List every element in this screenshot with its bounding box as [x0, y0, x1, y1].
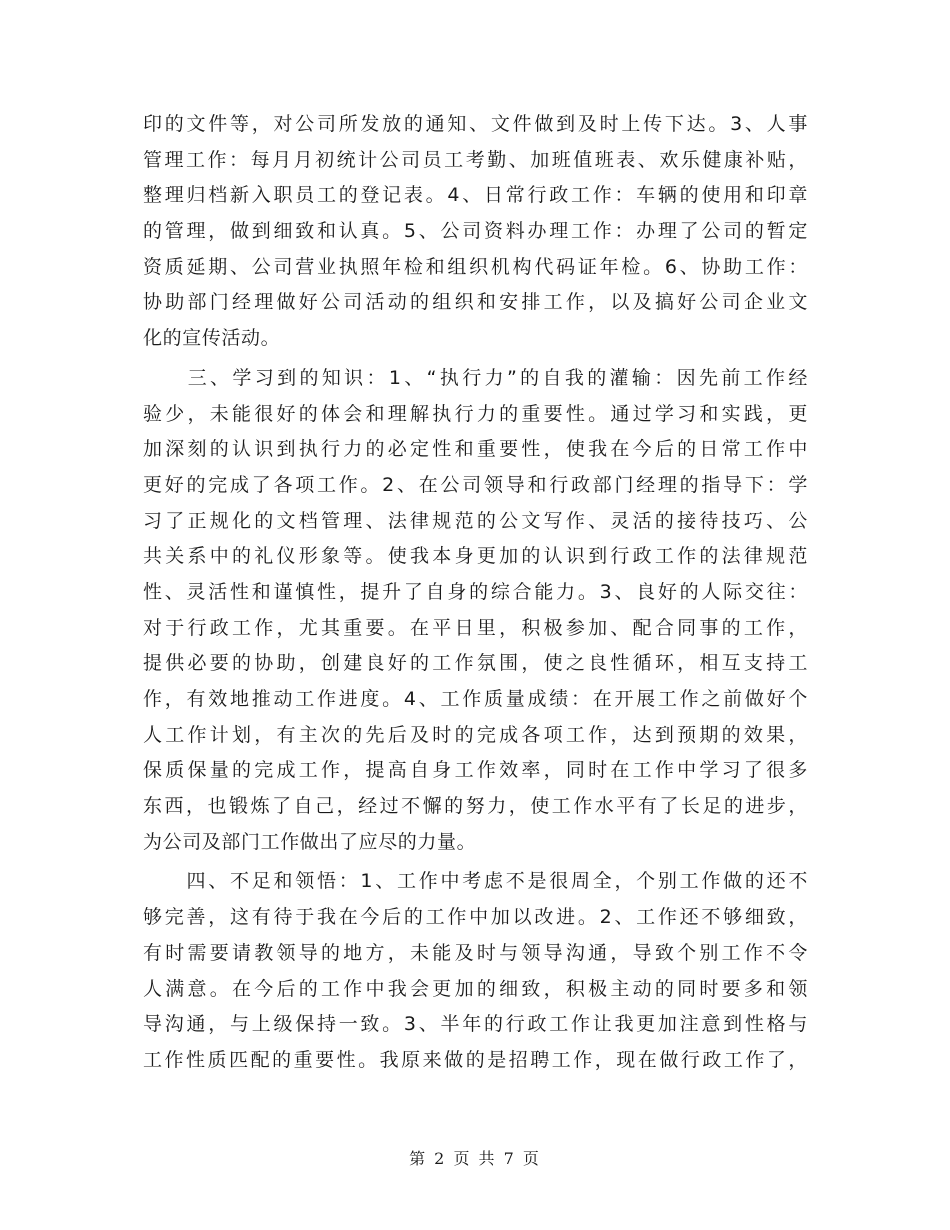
- text-line: 性、灵活性和谨慎性，提升了自身的综合能力。3、良好的人际交往：: [143, 580, 808, 603]
- text-line: 化的宣传活动。: [143, 327, 281, 350]
- text-line: 导沟通，与上级保持一致。3、半年的行政工作让我更加注意到性格与: [143, 1013, 808, 1036]
- paragraph: [143, 107, 808, 357]
- page-footer: 第 2 页 共 7 页: [409, 1149, 541, 1168]
- text-line: 人满意。在今后的工作中我会更加的细致，积极主动的同时要多和领: [143, 977, 808, 1000]
- text-line: 的管理，做到细致和认真。5、公司资料办理工作：办理了公司的暂定: [143, 220, 808, 243]
- text-line: 三、学习到的知识：1、“执行力”的自我的灌输：因先前工作经: [143, 366, 808, 389]
- text-line: 作，有效地推动工作进度。4、工作质量成绩：在开展工作之前做好个: [143, 688, 808, 710]
- text-line: 东西，也锻炼了自己，经过不懈的努力，使工作水平有了长足的进步，: [143, 795, 808, 818]
- text-line: 为公司及部门工作做出了应尽的力量。: [143, 830, 477, 853]
- text-line: 印的文件等，对公司所发放的通知、文件做到及时上传下达。3、人事: [143, 113, 808, 135]
- text-line: 验少，未能很好的体会和理解执行力的重要性。通过学习和实践，更: [143, 402, 808, 425]
- text-line: 更好的完成了各项工作。2、在公司领导和行政部门经理的指导下：学: [143, 473, 808, 496]
- text-line: 人工作计划，有主次的先后及时的完成各项工作，达到预期的效果，: [143, 723, 808, 746]
- text-line: 管理工作：每月月初统计公司员工考勤、加班值班表、欢乐健康补贴，: [143, 148, 808, 171]
- text-line: 工作性质匹配的重要性。我原来做的是招聘工作，现在做行政工作了，: [143, 1048, 808, 1071]
- text-line: 够完善，这有待于我在今后的工作中加以改进。2、工作还不够细致，: [143, 906, 808, 929]
- text-line: 共关系中的礼仪形象等。使我本身更加的认识到行政工作的法律规范: [143, 545, 808, 568]
- paragraph: [143, 361, 808, 861]
- text-line: 对于行政工作，尤其重要。在平日里，积极参加、配合同事的工作，: [143, 616, 808, 639]
- text-line: 加深刻的认识到执行力的必定性和重要性，使我在今后的日常工作中: [143, 438, 808, 461]
- document-body: [143, 107, 808, 1079]
- text-line: 资质延期、公司营业执照年检和组织机构代码证年检。6、协助工作：: [143, 255, 808, 278]
- text-line: 提供必要的协助，创建良好的工作氛围，使之良性循环，相互支持工: [143, 652, 808, 675]
- text-line: 有时需要请教领导的地方，未能及时与领导沟通，导致个别工作不令: [143, 941, 808, 964]
- text-line: 保质保量的完成工作，提高自身工作效率，同时在工作中学习了很多: [143, 759, 808, 782]
- text-line: 整理归档新入职员工的登记表。4、日常行政工作：车辆的使用和印章: [143, 184, 808, 207]
- text-line: 习了正规化的文档管理、法律规范的公文写作、灵活的接待技巧、公: [143, 509, 808, 532]
- text-line: 四、不足和领悟：1、工作中考虑不是很周全，个别工作做的还不: [143, 870, 808, 893]
- paragraph: [143, 864, 808, 1078]
- text-line: 协助部门经理做好公司活动的组织和安排工作，以及搞好公司企业文: [143, 291, 808, 314]
